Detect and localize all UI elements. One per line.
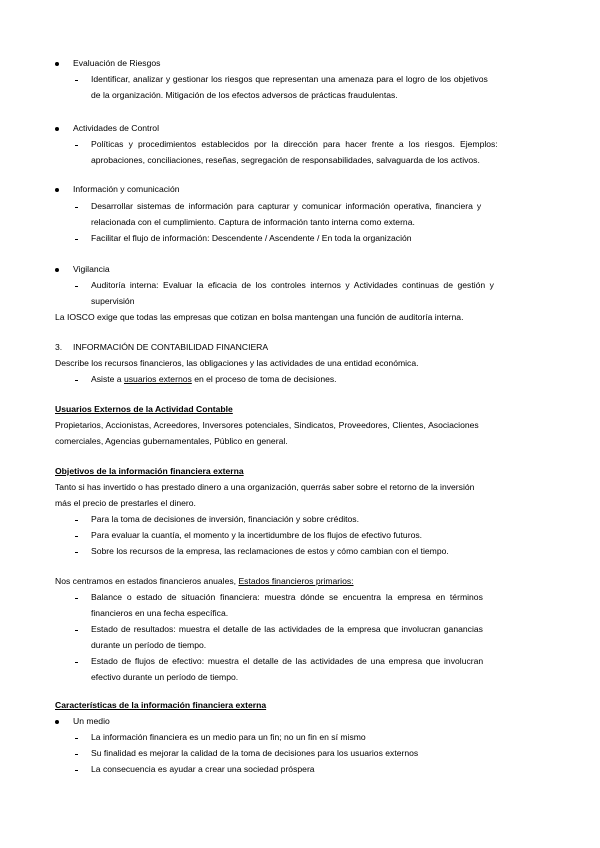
usuarios-line-1: Propietarios, Accionistas, Acreedores, Inversores potenciales, Sindicatos, Proveedores, Clientes, Asociaciones: [55, 420, 479, 430]
estados-item-1: Balance o estado de situación financiera: muestra dónde se encuentra la empresa en términos: [91, 592, 483, 602]
usuarios-title: Usuarios Externos de la Actividad Contable: [55, 404, 233, 414]
riesgos-line-1: Identificar, analizar y gestionar los riesgos que representan una amenaza para el logro de los objetivos: [91, 74, 488, 84]
estados-intro: [55, 574, 354, 590]
estados-item-1-cont: financieros en una fecha específica.: [91, 608, 229, 618]
dash-icon: [75, 630, 78, 631]
section-title-informacion: Información y comunicación: [73, 184, 180, 194]
control-line-2: aprobaciones, conciliaciones, reseñas, segregación de responsabilidades, salvaguarda de los activos.: [91, 155, 480, 165]
section-title-control: Actividades de Control: [73, 123, 159, 133]
heading-number: 3.: [55, 342, 63, 352]
iosco-note: La IOSCO exige que todas las empresas que cotizan en bolsa mantengan una función de auditoría interna.: [55, 312, 464, 322]
informacion-line-1: Desarrollar sistemas de información para capturar y comunicar información operativa, financiera y: [91, 201, 482, 211]
estados-item-2: Estado de resultados: muestra el detalle de las actividades de la empresa que involucran ganancias: [91, 624, 483, 634]
objetivos-item-1: Para la toma de decisiones de inversión, financiación y sobre créditos.: [91, 514, 359, 524]
estados-item-3: Estado de flujos de efectivo: muestra el detalle de las actividades de una empresa que involucran: [91, 656, 484, 666]
vigilancia-line-2: supervisión: [91, 296, 135, 306]
dash-icon: [75, 598, 78, 599]
section-title-riesgos: Evaluación de Riesgos: [73, 58, 161, 68]
objetivos-line-1: Tanto si has invertido o has prestado dinero a una organización, querrás saber sobre el retorno de la inversión: [55, 482, 475, 492]
heading-title: INFORMACIÓN DE CONTABILIDAD FINANCIERA: [73, 342, 269, 352]
dash-icon: [75, 80, 78, 81]
dash-icon: [75, 536, 78, 537]
control-line-1: Políticas y procedimientos establecidos por la dirección para hacer frente a los riesgos. Ejemplos:: [91, 139, 498, 149]
asiste-line: [91, 372, 337, 388]
estados-item-2-cont: durante un período de tiempo.: [91, 640, 207, 650]
bullet-icon: [55, 127, 59, 131]
caracteristicas-title: Características de la información financiera externa: [55, 700, 267, 710]
usuarios-line-2: comerciales, Agencias gubernamentales, Público en general.: [55, 436, 288, 446]
asiste-text: Asiste a: [91, 374, 124, 384]
estados-primarios-link: Estados financieros primarios:: [238, 576, 354, 586]
bullet-icon: [55, 720, 59, 724]
bullet-icon: [55, 188, 59, 192]
dash-icon: [75, 239, 78, 240]
estados-item-3-cont: efectivo durante un período de tiempo.: [91, 672, 239, 682]
bullet-icon: [55, 268, 59, 272]
objetivos-line-2: más el precio de prestarles el dinero.: [55, 498, 196, 508]
estados-intro-text: Nos centramos en estados financieros anuales,: [55, 576, 239, 586]
caracteristicas-item-1: La información financiera es un medio para un fin; no un fin en sí mismo: [91, 732, 366, 742]
dash-icon: [75, 552, 78, 553]
dash-icon: [75, 207, 78, 208]
caracteristicas-bullet: Un medio: [73, 716, 110, 726]
objetivos-item-2: Para evaluar la cuantía, el momento y la incertidumbre de los flujos de efectivo futuros.: [91, 530, 423, 540]
dash-icon: [75, 520, 78, 521]
dash-icon: [75, 380, 78, 381]
dash-icon: [75, 145, 78, 146]
asiste-text-end: en el proceso de toma de decisiones.: [191, 374, 337, 384]
caracteristicas-item-2: Su finalidad es mejorar la calidad de la toma de decisiones para los usuarios externos: [91, 748, 419, 758]
caracteristicas-item-3: La consecuencia es ayudar a crear una sociedad próspera: [91, 764, 315, 774]
dash-icon: [75, 286, 78, 287]
dash-icon: [75, 754, 78, 755]
riesgos-line-2: de la organización. Mitigación de los efectos adversos de prácticas fraudulentas.: [91, 90, 398, 100]
dash-icon: [75, 738, 78, 739]
usuarios-externos-link: usuarios externos: [123, 374, 192, 384]
bullet-icon: [55, 62, 59, 66]
objetivos-item-3: Sobre los recursos de la empresa, las reclamaciones de estos y cómo cambian con el tiempo.: [91, 546, 449, 556]
objetivos-title: Objetivos de la información financiera externa: [55, 466, 244, 476]
dash-icon: [75, 770, 78, 771]
section-title-vigilancia: Vigilancia: [73, 264, 110, 274]
dash-icon: [75, 662, 78, 663]
vigilancia-line-1: Auditoría interna: Evaluar la eficacia de los controles internos y Actividades continuas de gestión y: [91, 280, 494, 290]
heading-description: Describe los recursos financieros, las obligaciones y las actividades de una entidad económica.: [55, 358, 419, 368]
informacion-line-3: Facilitar el flujo de información: Descendente / Ascendente / En toda la organización: [91, 233, 412, 243]
informacion-line-2: relacionada con el cumplimiento. Captura de información tanto interna como externa.: [91, 217, 415, 227]
